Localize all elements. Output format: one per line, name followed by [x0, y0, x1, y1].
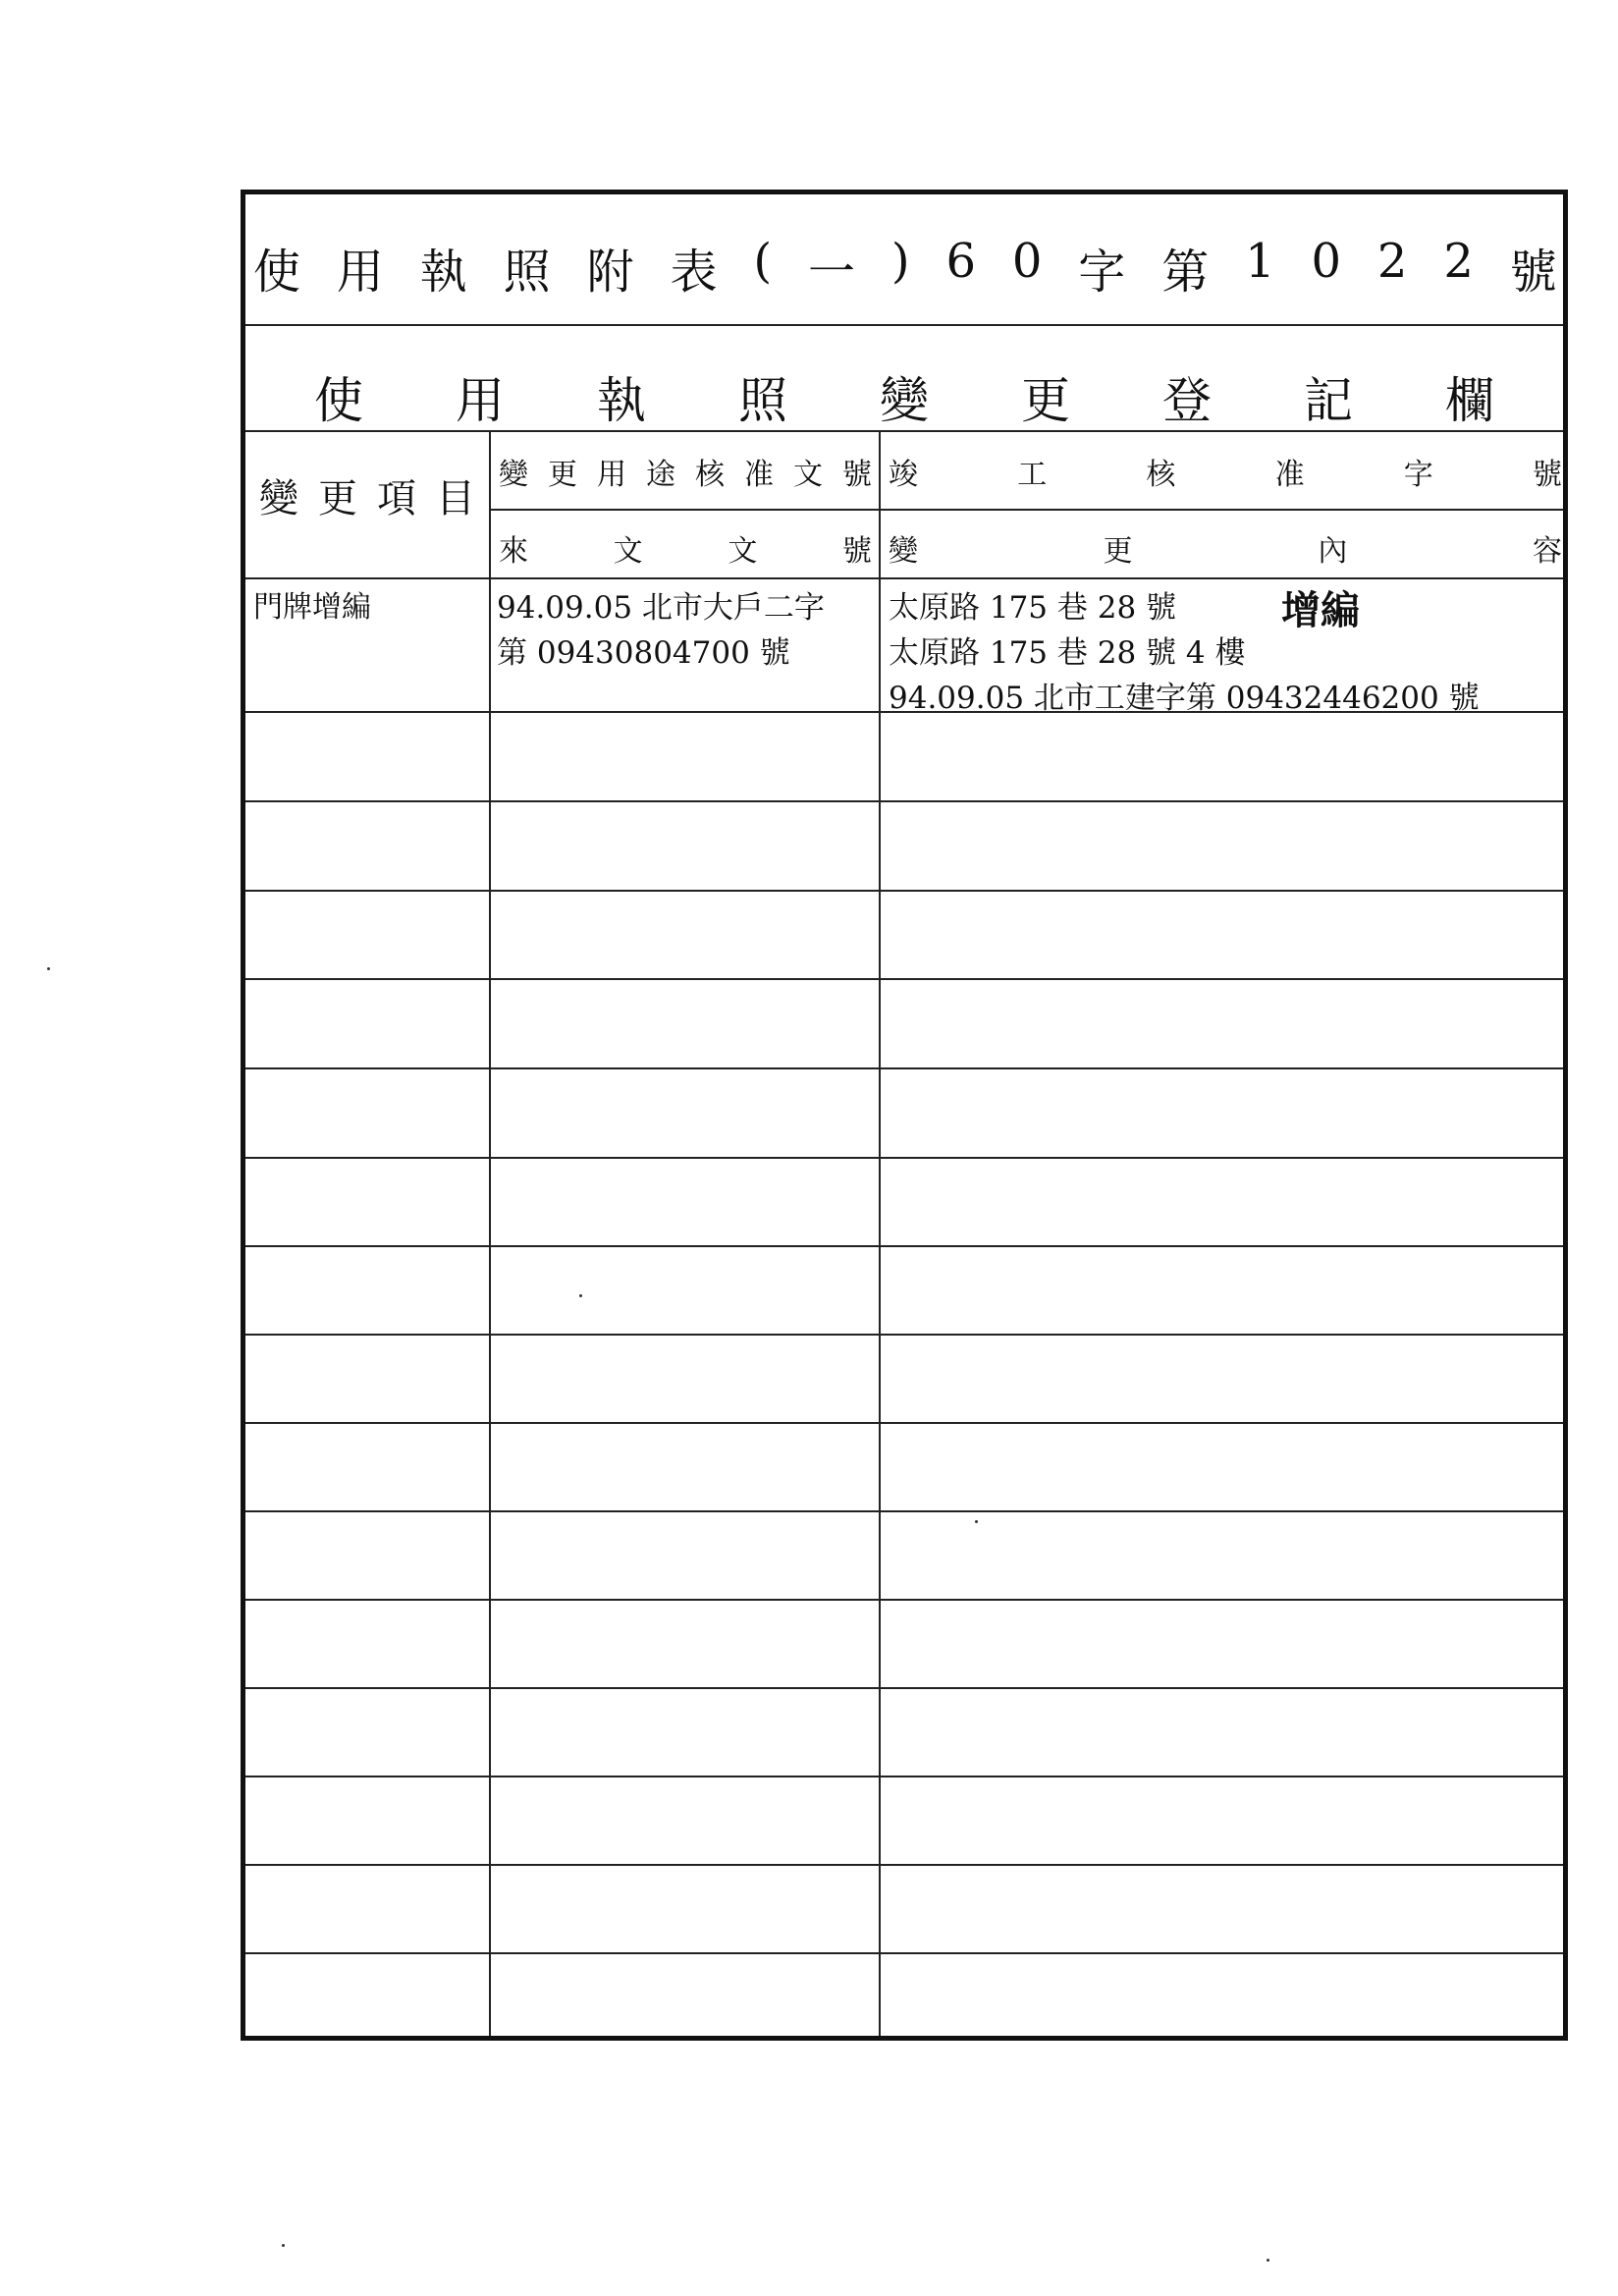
header-char: 記 [1304, 372, 1353, 429]
row-line [245, 890, 1563, 892]
row-line [245, 1776, 1563, 1777]
row-line [245, 1599, 1563, 1601]
title-divider [245, 324, 1563, 326]
column-header-approval-no: 變 更 用 途 核 准 文 號 [499, 458, 872, 492]
row-line [245, 978, 1563, 980]
title-char: ( [753, 234, 773, 289]
table-header-bottom [245, 577, 1563, 579]
row-content-tag: 增編 [1281, 588, 1360, 633]
header-char: 執 [597, 372, 646, 429]
row-line [245, 1510, 1563, 1512]
column-divider-1 [489, 430, 491, 2036]
row-approval-line-1: 94.09.05 北市大戶二字 [497, 590, 825, 626]
title-char: 執 [419, 245, 467, 300]
row-line [245, 1952, 1563, 1954]
row-line [245, 1245, 1563, 1247]
scan-speck [47, 967, 50, 970]
header-char: 使 [314, 372, 363, 429]
scan-speck [579, 1294, 582, 1297]
header-char: 更 [1021, 372, 1070, 429]
row-line [245, 711, 1563, 713]
column-header-item: 變 更 項 目 [259, 476, 475, 521]
title-char: 1 [1245, 234, 1275, 289]
title-char: 表 [670, 245, 718, 300]
header-char: 欄 [1445, 372, 1494, 429]
title-char: 第 [1161, 245, 1210, 300]
column-divider-2 [879, 430, 881, 2036]
row-content-line-2: 太原路 175 巷 28 號 4 樓 [889, 635, 1246, 671]
title-char: 2 [1443, 234, 1474, 289]
title-char: 使 [253, 245, 301, 300]
header-char: 登 [1162, 372, 1212, 429]
title-char: 號 [1509, 245, 1557, 300]
title-char: 用 [336, 245, 384, 300]
row-approval-line-2: 第 09430804700 號 [497, 635, 790, 671]
title-char: 字 [1078, 245, 1126, 300]
row-line [245, 800, 1563, 802]
change-registration-form [241, 190, 1568, 2041]
scan-speck [1267, 2259, 1269, 2262]
title-char: ) [890, 234, 910, 289]
row-line [245, 1334, 1563, 1336]
title-char: 2 [1376, 234, 1408, 289]
row-content-line-1: 太原路 175 巷 28 號 [889, 590, 1177, 626]
scan-speck [975, 1520, 978, 1523]
section-header [314, 361, 1494, 432]
row-item: 門牌增編 [253, 590, 371, 625]
row-line [245, 1157, 1563, 1159]
title-char: 照 [503, 245, 551, 300]
column-header-completion-no: 竣 工 核 准 字 號 [889, 458, 1562, 492]
form-title [253, 234, 1557, 301]
title-char: 6 [945, 234, 976, 289]
header-char: 用 [456, 372, 505, 429]
row-line [245, 1864, 1563, 1866]
row-line [245, 1687, 1563, 1689]
column-header-change-content: 變 更 內 容 [889, 534, 1562, 569]
title-char: 0 [1011, 234, 1043, 289]
scan-speck [282, 2244, 285, 2247]
title-char: 一 [807, 245, 855, 300]
row-line [245, 1067, 1563, 1069]
header-char: 照 [738, 372, 787, 429]
column-header-incoming-no: 來 文 文 號 [499, 534, 872, 569]
header-divider [245, 430, 1563, 432]
row-content-line-3: 94.09.05 北市工建字第 09432446200 號 [889, 681, 1480, 716]
row-line [245, 1422, 1563, 1424]
header-char: 變 [880, 372, 929, 429]
title-char: 附 [586, 245, 634, 300]
subheader-divider [489, 509, 1563, 511]
title-char: 0 [1311, 234, 1342, 289]
